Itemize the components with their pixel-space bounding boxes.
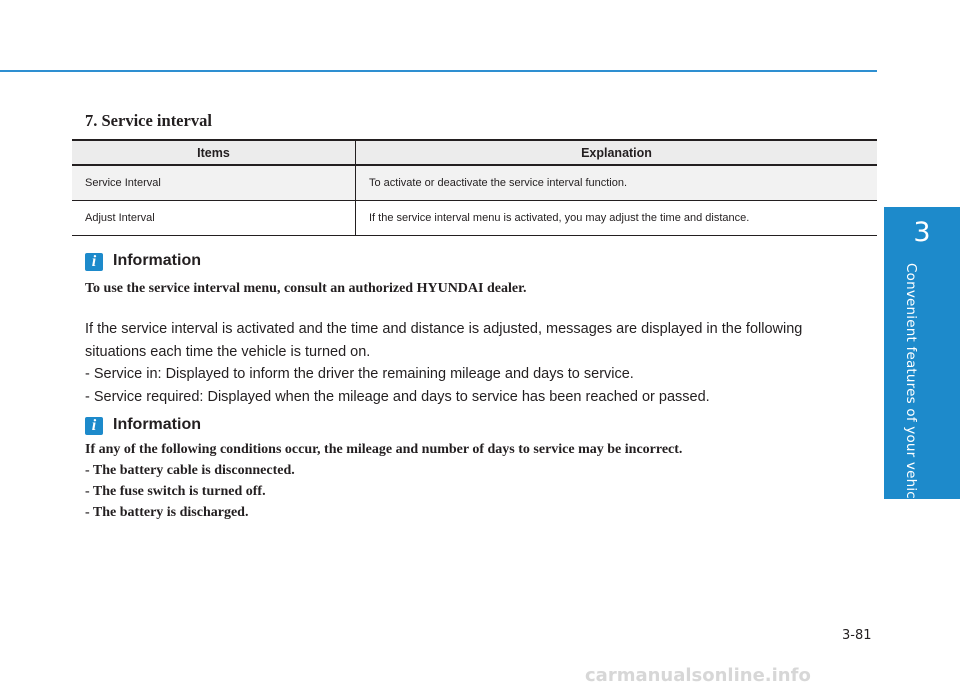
- information-text: [85, 278, 865, 299]
- information-text: [85, 439, 865, 523]
- table-cell-explanation: To activate or deactivate the service interval function.: [356, 165, 878, 201]
- body-text: [85, 318, 865, 408]
- body-line: situations each time the vehicle is turned on.: [85, 343, 371, 360]
- body-line: If the service interval is activated and the time and distance is adjusted, messages are displayed in the following: [85, 321, 803, 337]
- table-row: [72, 165, 877, 201]
- table-row: [72, 201, 877, 236]
- body-line: - Service required: Displayed when the mileage and days to service has been reached or passed.: [85, 388, 710, 405]
- header-explanation: Explanation: [356, 140, 878, 165]
- service-interval-table: [72, 139, 877, 236]
- table-cell-item: Adjust Interval: [72, 201, 356, 236]
- information-line: To use the service interval menu, consult an authorized HYUNDAI dealer.: [85, 281, 527, 296]
- information-line: - The battery is discharged.: [85, 505, 249, 520]
- body-line: - Service in: Displayed to inform the driver the remaining mileage and days to service.: [85, 366, 634, 382]
- information-line: - The fuse switch is turned off.: [85, 484, 266, 499]
- table-header-row: [72, 140, 877, 165]
- info-icon: i: [85, 253, 103, 271]
- chapter-title: Convenient features of your vehicle: [903, 263, 919, 512]
- information-title: Information: [113, 252, 201, 269]
- page-number: 3-81: [842, 628, 872, 643]
- header-items: Items: [72, 140, 356, 165]
- top-rule: [0, 70, 877, 72]
- information-line: If any of the following conditions occur, the mileage and number of days to service may be incorrect.: [85, 442, 683, 457]
- information-title: Information: [113, 416, 201, 433]
- chapter-tab: [884, 207, 960, 512]
- section-heading: 7. Service interval: [85, 111, 212, 130]
- table-cell-item: Service Interval: [72, 165, 356, 201]
- info-icon: i: [85, 417, 103, 435]
- table-cell-explanation: If the service interval menu is activated, you may adjust the time and distance.: [356, 201, 878, 236]
- chapter-number: 3: [913, 217, 931, 248]
- watermark: carmanualsonline.info: [585, 665, 811, 686]
- information-line: - The battery cable is disconnected.: [85, 463, 295, 478]
